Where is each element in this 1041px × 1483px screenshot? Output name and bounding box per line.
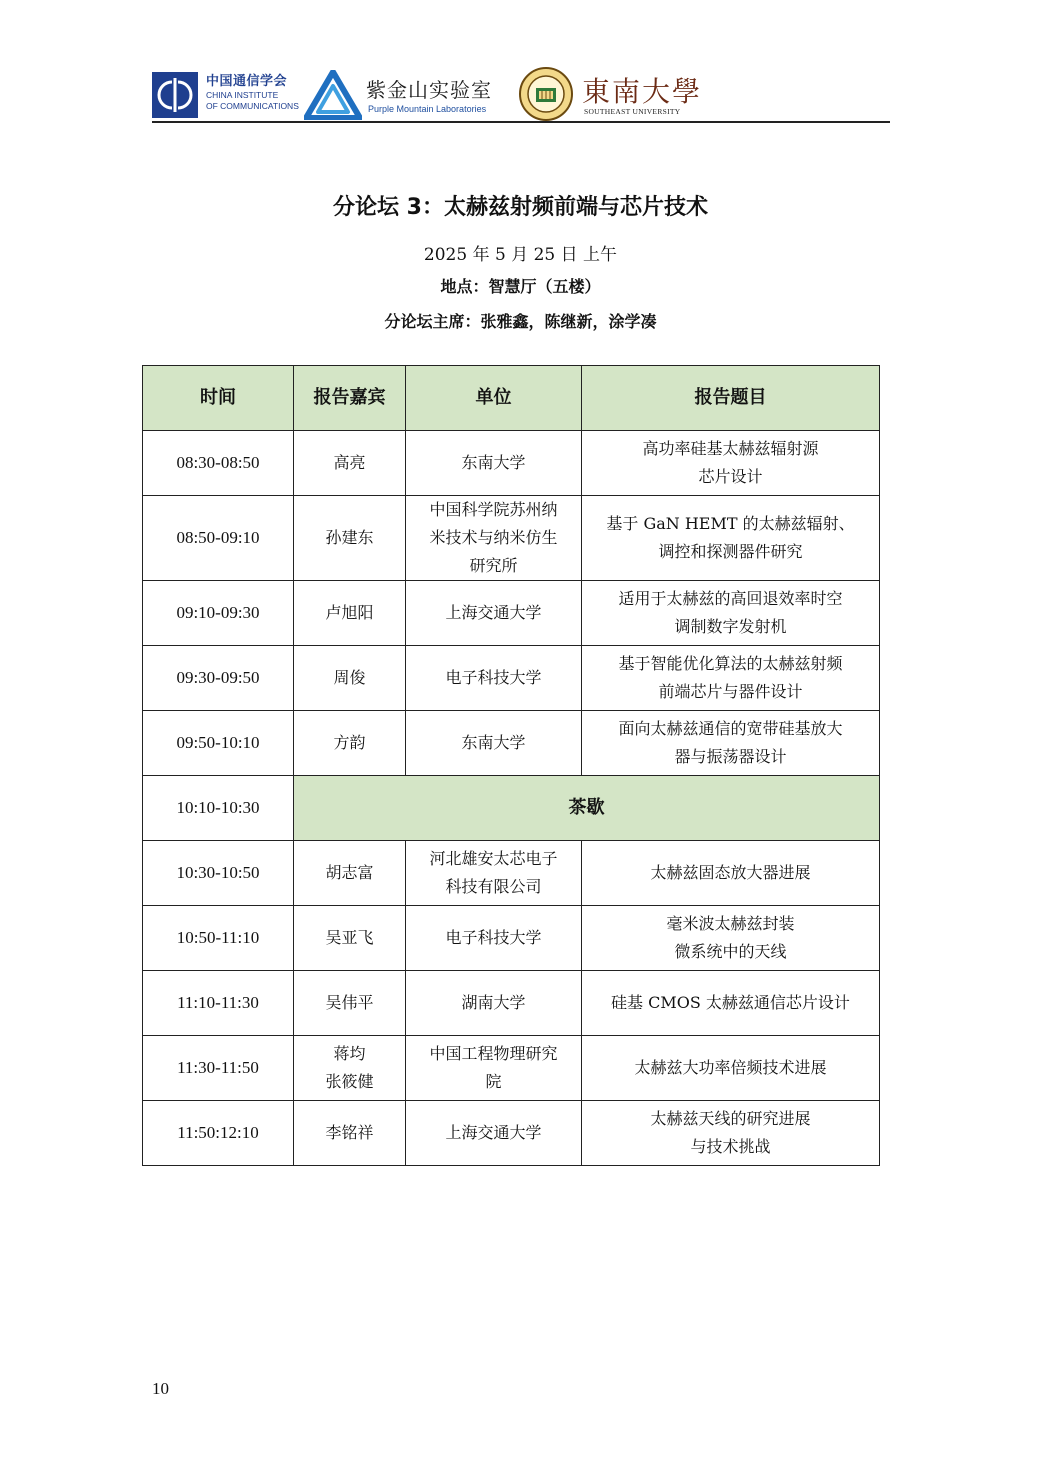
forum-date: 2025 年 5 月 25 日 上午: [423, 245, 618, 265]
org-line: 研究所: [469, 556, 518, 575]
topic-cell: [582, 581, 880, 646]
topic-cell: [582, 1036, 880, 1101]
org-cell: [406, 971, 582, 1036]
org-cell: [406, 581, 582, 646]
topic-cell: [582, 711, 880, 776]
speaker-cell: [294, 841, 406, 906]
org-cell: [406, 646, 582, 711]
pml-name-zh: 紫金山实验室: [366, 78, 492, 102]
org-cell: [406, 841, 582, 906]
page-number: 10: [152, 1379, 169, 1398]
table-row: [143, 1101, 880, 1166]
org-line: 米技术与纳米仿生: [429, 528, 558, 547]
topic-line: 器与振荡器设计: [674, 747, 787, 766]
org-line: 东南大学: [461, 453, 526, 472]
org-line: 电子科技大学: [445, 928, 542, 947]
org-line: 院: [485, 1072, 502, 1091]
table-row: [143, 496, 880, 581]
table-row: [143, 906, 880, 971]
time-cell: 10:30-10:50: [143, 841, 294, 906]
topic-line: 调控和探测器件研究: [658, 542, 803, 561]
topic-line: 微系统中的天线: [674, 942, 787, 961]
page-header: [152, 66, 890, 122]
org-line: 湖南大学: [461, 993, 526, 1012]
header-divider: [152, 121, 890, 123]
org-cell: [406, 431, 582, 496]
speaker-name: 蒋均: [333, 1044, 366, 1063]
topic-line: 基于智能优化算法的太赫兹射频: [618, 654, 843, 673]
speaker-cell: [294, 431, 406, 496]
topic-line: 太赫兹天线的研究进展: [650, 1109, 811, 1128]
speaker-name: 周俊: [333, 668, 366, 687]
topic-line: 前端芯片与器件设计: [658, 682, 803, 701]
topic-line: 高功率硅基太赫兹辐射源: [642, 439, 819, 458]
time-cell: 09:10-09:30: [143, 581, 294, 646]
time-cell: 11:30-11:50: [143, 1036, 294, 1101]
cic-name-zh: 中国通信学会: [206, 74, 288, 89]
speaker-name: 胡志富: [325, 863, 374, 882]
table-row: [143, 646, 880, 711]
time-cell: 11:50:12:10: [143, 1101, 294, 1166]
table-row: [143, 841, 880, 906]
forum-chairs: 分论坛主席：张雅鑫，陈继新，涂学凑: [384, 312, 657, 331]
topic-line: 与技术挑战: [690, 1137, 771, 1156]
header-org: 单位: [406, 366, 582, 431]
org-line: 东南大学: [461, 733, 526, 752]
speaker-cell: [294, 906, 406, 971]
org-cell: [406, 1101, 582, 1166]
table-row-break: [143, 776, 880, 841]
org-line: 上海交通大学: [445, 603, 542, 622]
topic-line: 太赫兹固态放大器进展: [650, 863, 811, 882]
time-cell: 08:30-08:50: [143, 431, 294, 496]
org-cell: [406, 906, 582, 971]
forum-venue: 地点：智慧厅（五楼）: [440, 277, 601, 296]
org-line: 中国工程物理研究: [429, 1044, 558, 1063]
table-row: [143, 581, 880, 646]
org-cell: [406, 496, 582, 581]
speaker-name: 吴亚飞: [325, 928, 374, 947]
table-header-row: [143, 366, 880, 431]
time-cell: 09:30-09:50: [143, 646, 294, 711]
tea-break-cell: 茶歇: [294, 776, 880, 841]
table-row: [143, 1036, 880, 1101]
org-line: 上海交通大学: [445, 1123, 542, 1142]
org-line: 河北雄安太芯电子: [429, 849, 558, 868]
topic-cell: [582, 841, 880, 906]
speaker-name: 卢旭阳: [325, 603, 374, 622]
topic-line: 芯片设计: [698, 467, 763, 486]
header-time: 时间: [143, 366, 294, 431]
speaker-name: 吴伟平: [325, 993, 374, 1012]
speaker-name: 高亮: [333, 453, 366, 472]
speaker-cell: [294, 496, 406, 581]
topic-cell: [582, 431, 880, 496]
time-cell: 11:10-11:30: [143, 971, 294, 1036]
speaker-cell: [294, 1036, 406, 1101]
time-cell: 10:50-11:10: [143, 906, 294, 971]
cic-emblem-icon: [152, 72, 198, 118]
table-row: [143, 971, 880, 1036]
topic-cell: [582, 1101, 880, 1166]
org-line: 中国科学院苏州纳: [429, 500, 558, 519]
speaker-name: 张筱健: [325, 1072, 374, 1091]
topic-cell: [582, 646, 880, 711]
pml-name-en: Purple Mountain Laboratories: [368, 104, 487, 114]
topic-line: 适用于太赫兹的高回退效率时空: [618, 589, 843, 608]
org-cell: [406, 1036, 582, 1101]
speaker-cell: [294, 971, 406, 1036]
topic-cell: [582, 906, 880, 971]
speaker-cell: [294, 581, 406, 646]
header-speaker: 报告嘉宾: [294, 366, 406, 431]
speaker-cell: [294, 1101, 406, 1166]
topic-line: 硅基 CMOS 太赫兹通信芯片设计: [611, 993, 850, 1012]
cic-name-en-1: CHINA INSTITUTE: [206, 90, 279, 100]
schedule-table: [142, 365, 880, 1166]
cic-name-en-2: OF COMMUNICATIONS: [206, 101, 299, 111]
speaker-name: 李铭祥: [325, 1123, 374, 1142]
table-row: [143, 431, 880, 496]
seu-name-zh: 東南大學: [582, 75, 703, 108]
time-cell: 08:50-09:10: [143, 496, 294, 581]
time-cell: 10:10-10:30: [143, 776, 294, 841]
org-line: 科技有限公司: [445, 877, 542, 896]
pml-triangle-icon: [304, 70, 362, 120]
topic-line: 面向太赫兹通信的宽带硅基放大: [618, 719, 843, 738]
speaker-name: 方韵: [333, 733, 366, 752]
time-cell: 09:50-10:10: [143, 711, 294, 776]
forum-title: 分论坛 3：太赫兹射频前端与芯片技术: [333, 195, 708, 220]
seu-seal-icon: [518, 66, 574, 122]
org-cell: [406, 711, 582, 776]
topic-cell: [582, 971, 880, 1036]
topic-cell: [582, 496, 880, 581]
topic-line: 毫米波太赫兹封装: [666, 914, 795, 933]
header-topic: 报告题目: [582, 366, 880, 431]
table-row: [143, 711, 880, 776]
speaker-cell: [294, 711, 406, 776]
topic-line: 基于 GaN HEMT 的太赫兹辐射、: [606, 514, 855, 533]
topic-line: 调制数字发射机: [674, 617, 787, 636]
speaker-cell: [294, 646, 406, 711]
topic-line: 太赫兹大功率倍频技术进展: [634, 1058, 827, 1077]
seu-name-en: SOUTHEAST UNIVERSITY: [584, 107, 681, 116]
org-line: 电子科技大学: [445, 668, 542, 687]
speaker-name: 孙建东: [325, 528, 374, 547]
